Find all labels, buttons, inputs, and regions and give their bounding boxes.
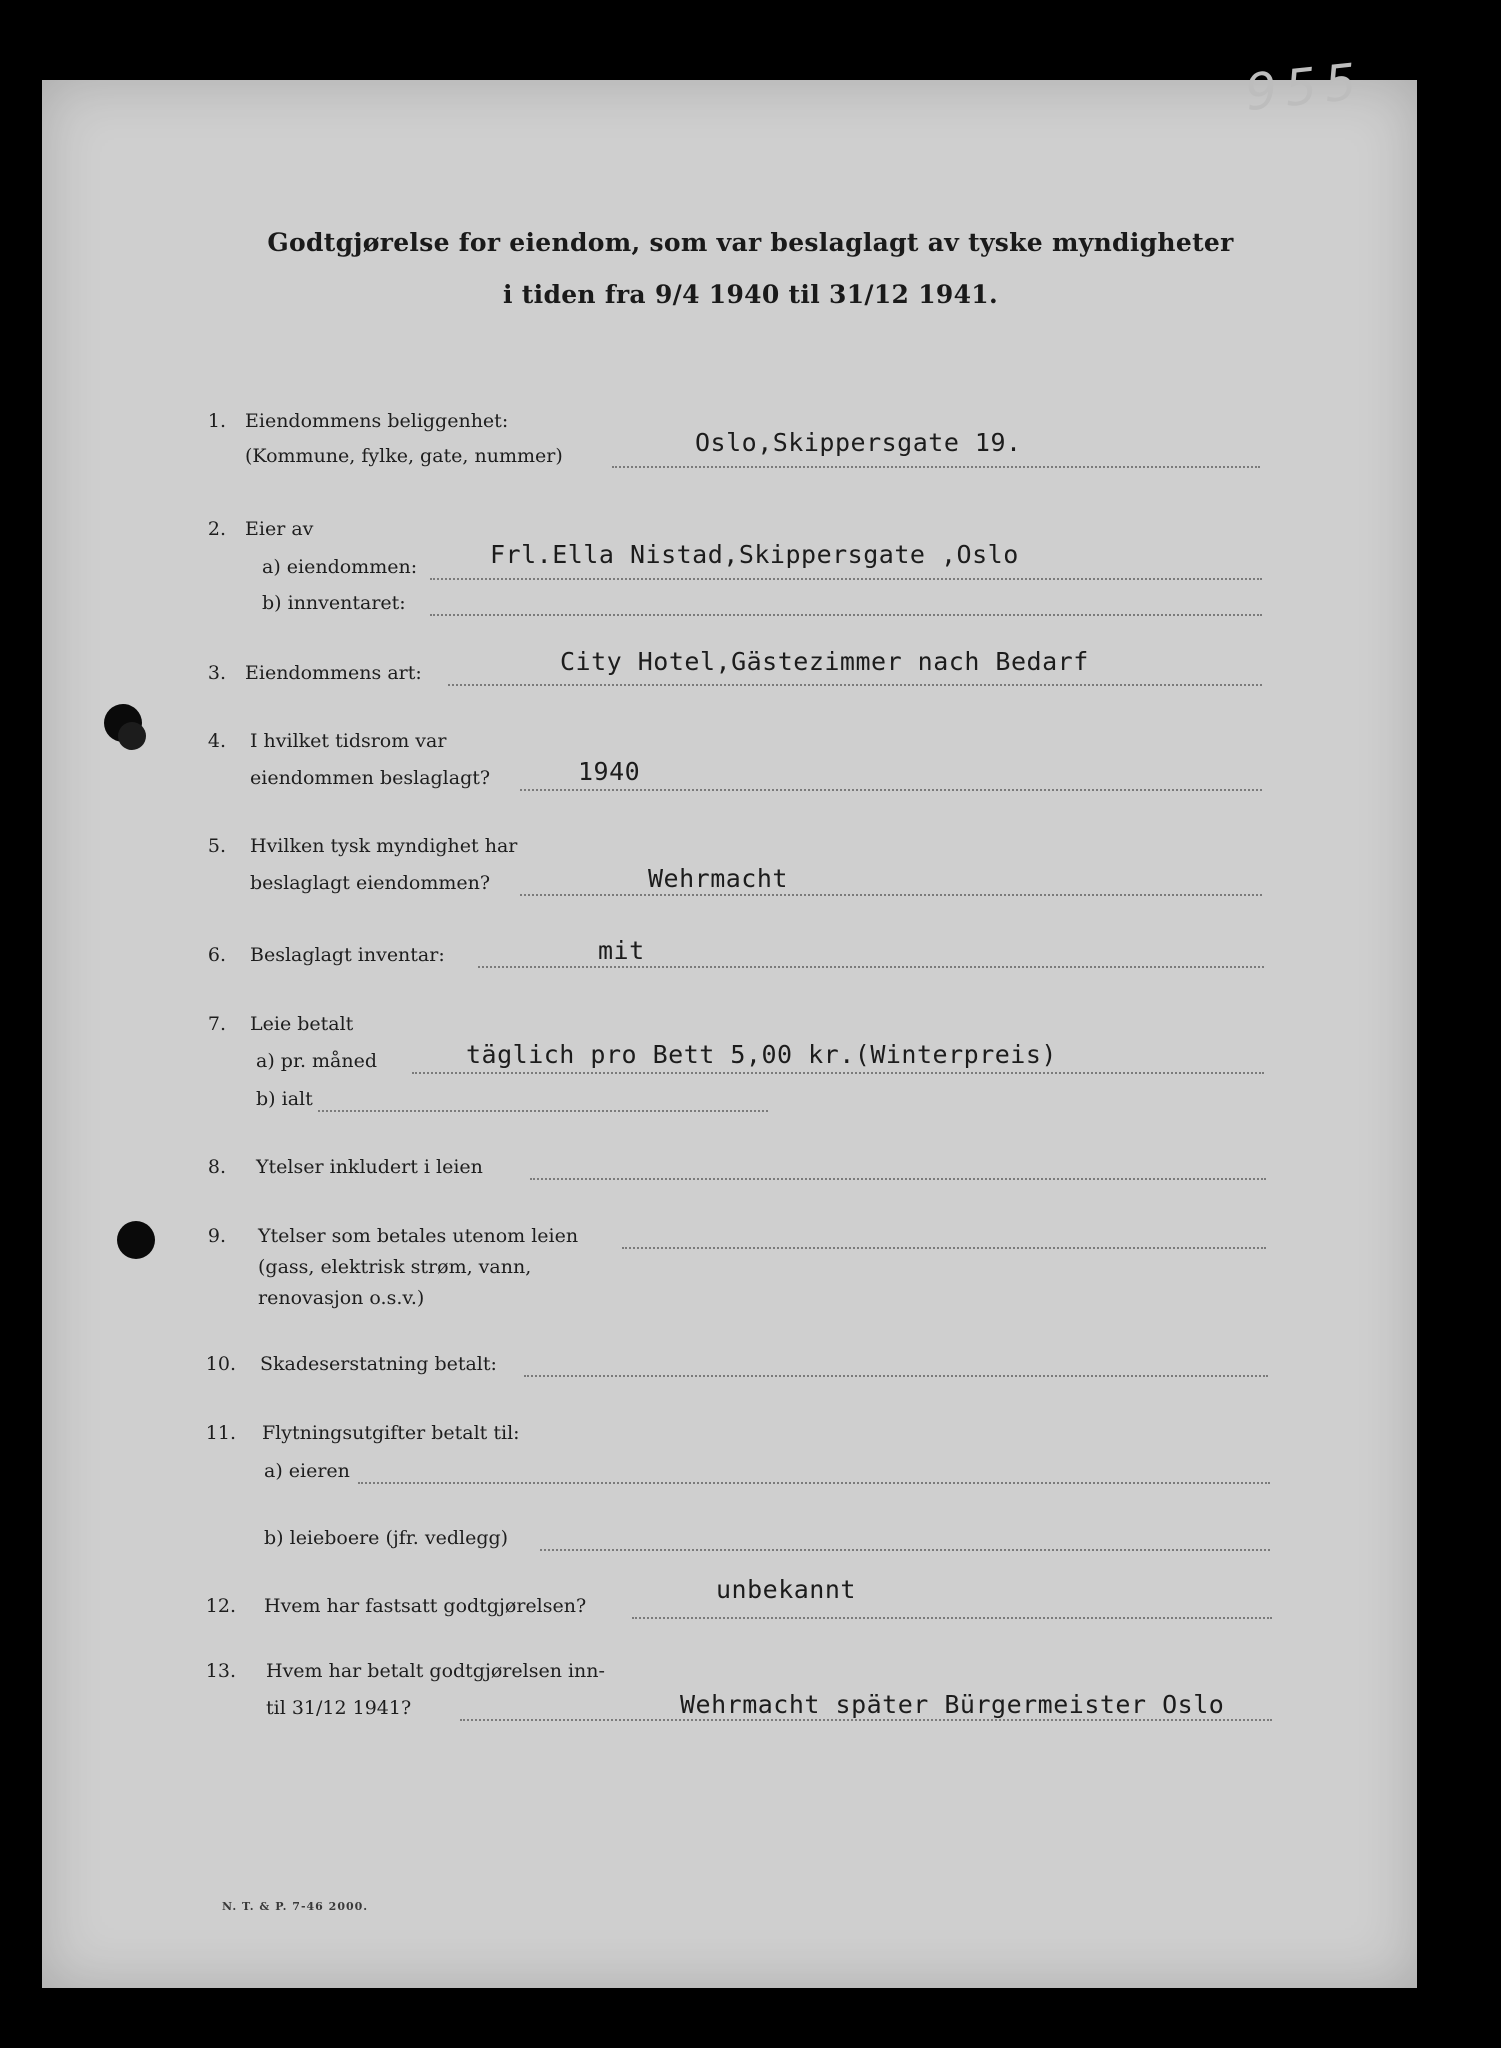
q11-label-line1: Flytningsutgifter betalt til: <box>262 1422 520 1444</box>
q11b-label: b) leieboere (jfr. vedlegg) <box>264 1527 509 1549</box>
q2a-answer-line <box>430 578 1262 580</box>
q8-number: 8. <box>207 1156 226 1178</box>
q1-number: 1. <box>207 410 226 432</box>
q2-label-line1: Eier av <box>245 518 314 540</box>
q5-number: 5. <box>207 835 226 857</box>
q4-label-line1: I hvilket tidsrom var <box>250 730 447 752</box>
q3-answer-line <box>448 684 1262 686</box>
q2a-label: a) eiendommen: <box>262 556 418 578</box>
form-title-line2: i tiden fra 9/4 1940 til 31/12 1941. <box>503 280 998 309</box>
q7b-label: b) ialt <box>256 1088 313 1110</box>
q11a-label: a) eieren <box>264 1460 350 1482</box>
q12-answer-line <box>632 1617 1272 1619</box>
q8-answer-line <box>530 1178 1266 1180</box>
q13-number: 13. <box>205 1660 236 1682</box>
q9-label-line1: Ytelser som betales utenom leien <box>258 1225 579 1247</box>
q13-label-line2: til 31/12 1941? <box>266 1697 412 1719</box>
q13-answer-line <box>460 1719 1272 1721</box>
q6-answer-line <box>478 966 1264 968</box>
q4-number: 4. <box>207 730 226 752</box>
q3-answer: City Hotel,Gästezimmer nach Bedarf <box>560 647 1089 676</box>
q6-number: 6. <box>207 944 226 966</box>
q10-label: Skadeserstatning betalt: <box>260 1353 497 1375</box>
q9-label-line2: (gass, elektrisk strøm, vann, <box>258 1256 532 1278</box>
q12-label: Hvem har fastsatt godtgjørelsen? <box>264 1595 587 1617</box>
q11b-answer-line <box>540 1549 1270 1551</box>
q7-number: 7. <box>207 1013 226 1035</box>
q6-label: Beslaglagt inventar: <box>250 944 445 966</box>
form-title-line1: Godtgjørelse for eiendom, som var beslaglagt av tyske myndigheter <box>267 228 1234 257</box>
q1-label-line1: Eiendommens beliggenhet: <box>245 410 509 432</box>
q5-answer: Wehrmacht <box>648 864 788 893</box>
q7-label-line1: Leie betalt <box>250 1013 354 1035</box>
q3-label: Eiendommens art: <box>245 662 422 684</box>
q7a-answer: täglich pro Bett 5,00 kr.(Winterpreis) <box>466 1040 1057 1069</box>
q11-number: 11. <box>205 1422 236 1444</box>
q7a-label: a) pr. måned <box>256 1050 378 1072</box>
q2b-label: b) innventaret: <box>262 592 406 614</box>
q1-answer: Oslo,Skippersgate 19. <box>695 428 1022 457</box>
q5-answer-line <box>520 894 1262 896</box>
q6-answer: mit <box>598 936 645 965</box>
q10-number: 10. <box>205 1353 236 1375</box>
q11a-answer-line <box>358 1482 1270 1484</box>
q9-number: 9. <box>207 1225 226 1247</box>
q1-answer-line <box>612 466 1260 468</box>
q9-label-line3: renovasjon o.s.v.) <box>258 1287 425 1309</box>
q4-answer: 1940 <box>578 757 641 786</box>
punch-hole-lower <box>117 1221 155 1259</box>
q2a-answer: Frl.Ella Nistad,Skippersgate ,Oslo <box>490 540 1019 569</box>
q2b-answer-line <box>430 614 1262 616</box>
q7b-answer-line <box>318 1110 768 1112</box>
q10-answer-line <box>524 1375 1268 1377</box>
q13-answer: Wehrmacht später Bürgermeister Oslo <box>680 1690 1225 1719</box>
q12-answer: unbekannt <box>716 1575 856 1604</box>
q13-label-line1: Hvem har betalt godtgjørelsen inn- <box>266 1660 605 1682</box>
q4-answer-line <box>520 789 1262 791</box>
q9-answer-line <box>622 1247 1266 1249</box>
q5-label-line2: beslaglagt eiendommen? <box>250 872 491 894</box>
page-number: 955 <box>1242 51 1368 123</box>
q5-label-line1: Hvilken tysk myndighet har <box>250 835 518 857</box>
q7a-answer-line <box>412 1072 1264 1074</box>
q1-label-line2: (Kommune, fylke, gate, nummer) <box>245 445 563 467</box>
q4-label-line2: eiendommen beslaglagt? <box>250 767 491 789</box>
q3-number: 3. <box>207 662 226 684</box>
form-print-code: N. T. & P. 7-46 2000. <box>222 1900 369 1913</box>
q2-number: 2. <box>207 518 226 540</box>
punch-hole-upper-smudge <box>118 722 146 750</box>
q12-number: 12. <box>205 1595 236 1617</box>
q8-label: Ytelser inkludert i leien <box>256 1156 483 1178</box>
